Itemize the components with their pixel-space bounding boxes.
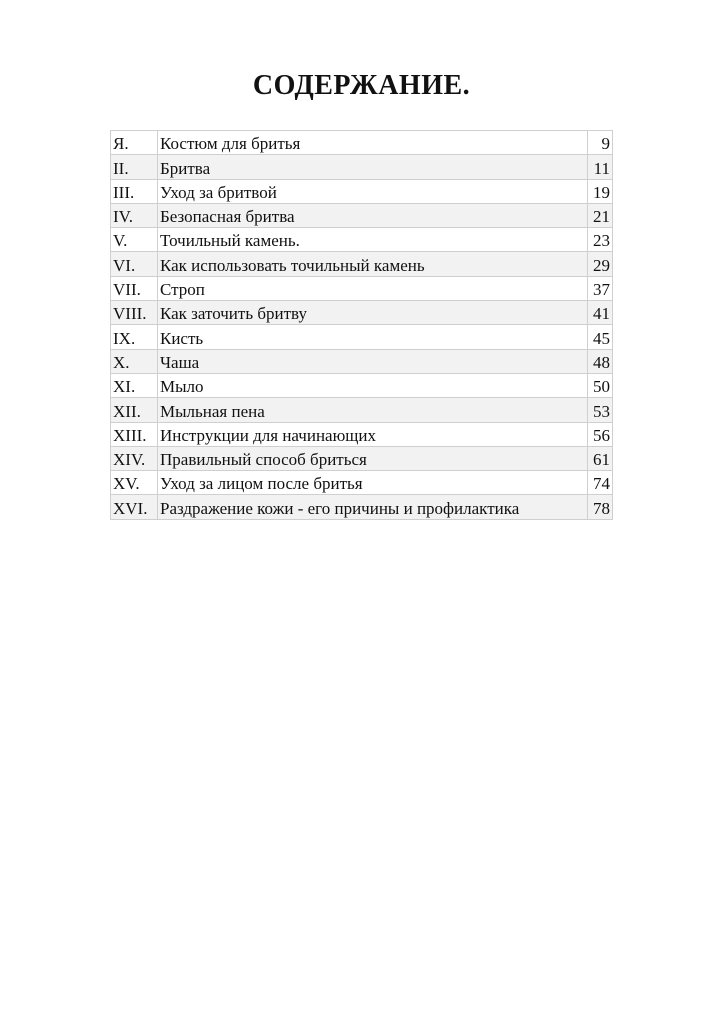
chapter-number: XIV. — [111, 446, 158, 470]
page-number: 56 — [588, 422, 613, 446]
page-number: 50 — [588, 373, 613, 397]
chapter-title: Как использовать точильный камень — [158, 252, 588, 276]
chapter-number: IX. — [111, 325, 158, 349]
toc-row — [111, 422, 613, 446]
chapter-title: Правильный способ бриться — [158, 446, 588, 470]
toc-row — [111, 301, 613, 325]
page-number: 21 — [588, 203, 613, 227]
chapter-number: V. — [111, 228, 158, 252]
chapter-number: XVI. — [111, 495, 158, 519]
chapter-title: Раздражение кожи - его причины и профилактика — [158, 495, 588, 519]
table-of-contents — [110, 130, 613, 520]
chapter-title: Уход за бритвой — [158, 179, 588, 203]
page-number: 23 — [588, 228, 613, 252]
toc-row — [111, 349, 613, 373]
page-number: 41 — [588, 301, 613, 325]
chapter-number: XV. — [111, 471, 158, 495]
toc-row — [111, 155, 613, 179]
page-number: 74 — [588, 471, 613, 495]
page-number: 48 — [588, 349, 613, 373]
chapter-title: Мыльная пена — [158, 398, 588, 422]
chapter-number: XIII. — [111, 422, 158, 446]
chapter-title: Чаша — [158, 349, 588, 373]
chapter-title: Точильный камень. — [158, 228, 588, 252]
chapter-title: Уход за лицом после бритья — [158, 471, 588, 495]
toc-row — [111, 252, 613, 276]
chapter-number: III. — [111, 179, 158, 203]
chapter-number: VII. — [111, 276, 158, 300]
page-number: 37 — [588, 276, 613, 300]
chapter-title: Мыло — [158, 373, 588, 397]
chapter-number: X. — [111, 349, 158, 373]
chapter-number: XII. — [111, 398, 158, 422]
chapter-number: VI. — [111, 252, 158, 276]
chapter-number: IV. — [111, 203, 158, 227]
page-number: 19 — [588, 179, 613, 203]
page-number: 9 — [588, 131, 613, 155]
toc-row — [111, 228, 613, 252]
chapter-title: Кисть — [158, 325, 588, 349]
toc-row — [111, 203, 613, 227]
page-title: СОДЕРЖАНИЕ. — [252, 70, 471, 101]
toc-row — [111, 179, 613, 203]
chapter-title: Бритва — [158, 155, 588, 179]
chapter-number: VIII. — [111, 301, 158, 325]
toc-row — [111, 446, 613, 470]
toc-row — [111, 131, 613, 155]
page-number: 11 — [588, 155, 613, 179]
chapter-title: Инструкции для начинающих — [158, 422, 588, 446]
toc-row — [111, 398, 613, 422]
page-number: 61 — [588, 446, 613, 470]
toc-row — [111, 373, 613, 397]
page-number: 53 — [588, 398, 613, 422]
toc-body — [111, 131, 613, 520]
chapter-title: Строп — [158, 276, 588, 300]
chapter-number: II. — [111, 155, 158, 179]
chapter-title: Костюм для бритья — [158, 131, 588, 155]
toc-row — [111, 495, 613, 519]
toc-row — [111, 276, 613, 300]
chapter-title: Как заточить бритву — [158, 301, 588, 325]
chapter-title: Безопасная бритва — [158, 203, 588, 227]
chapter-number: XI. — [111, 373, 158, 397]
page-number: 78 — [588, 495, 613, 519]
page-number: 29 — [588, 252, 613, 276]
toc-row — [111, 471, 613, 495]
page-number: 45 — [588, 325, 613, 349]
chapter-number: Я. — [111, 131, 158, 155]
toc-row — [111, 325, 613, 349]
